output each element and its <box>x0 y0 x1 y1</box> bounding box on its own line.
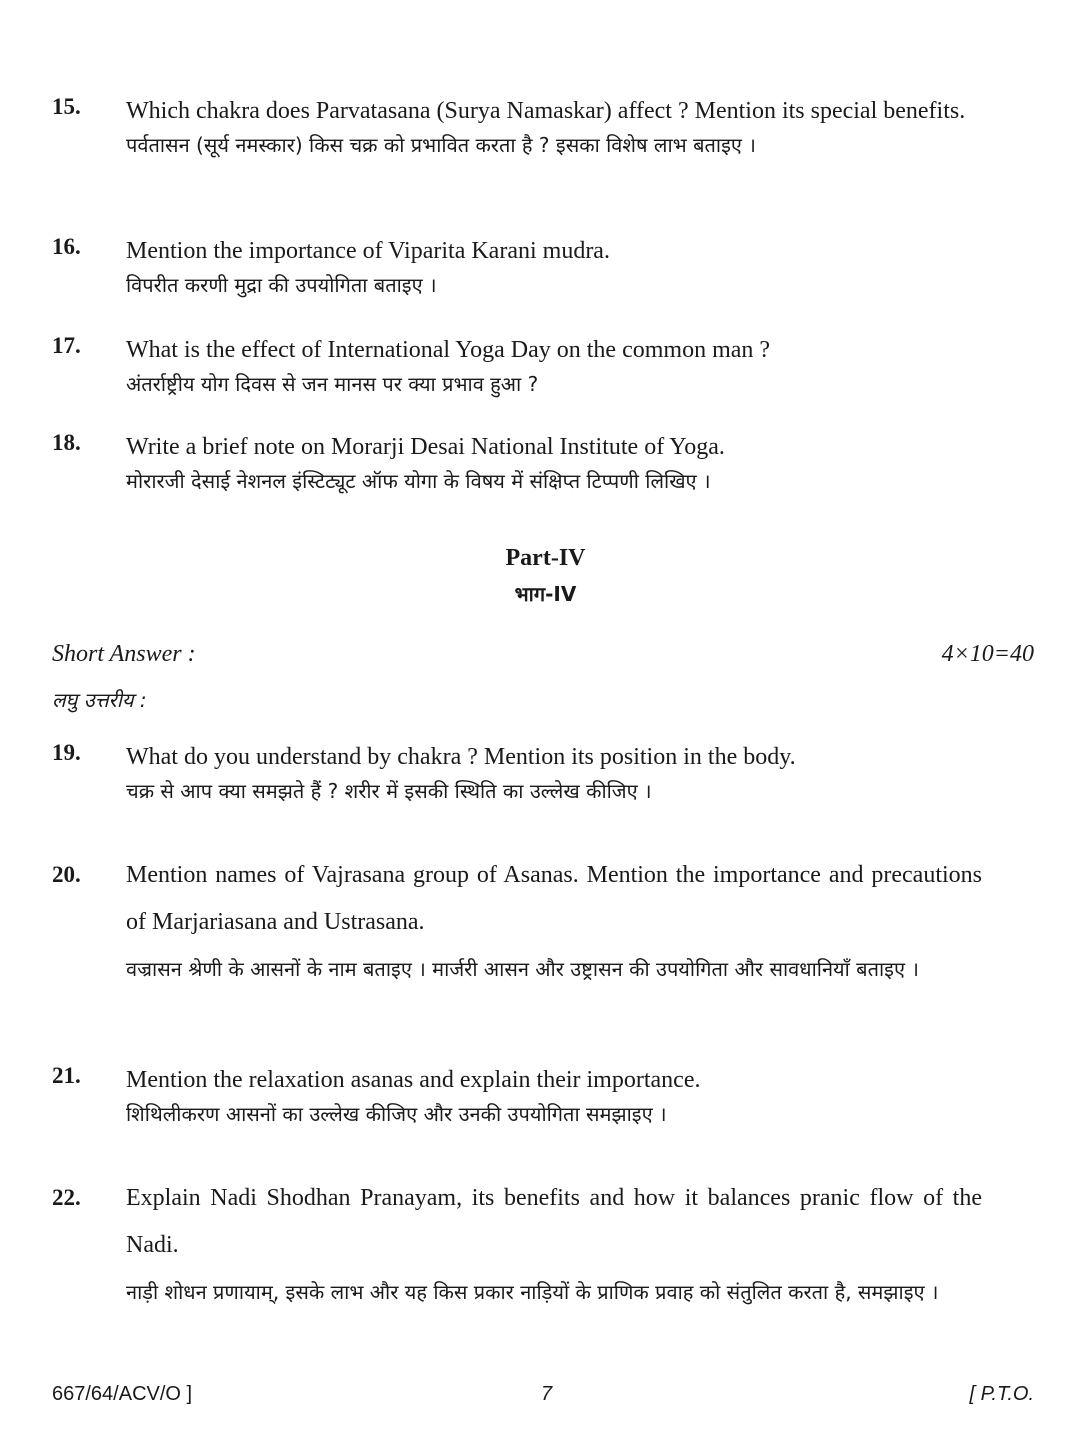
section-label-hindi: लघु उत्तरीय : <box>52 688 147 712</box>
question-text-hindi: मोरारजी देसाई नेशनल इंस्टिट्यूट ऑफ योगा के विषय में संक्षिप्त टिप्पणी लिखिए । <box>126 469 711 493</box>
question-text-english: Mention the importance of Viparita Karani mudra. <box>126 238 610 264</box>
part-title-hindi: भाग-IV <box>514 582 577 606</box>
question-text-english: Mention the relaxation asanas and explain their importance. <box>126 1067 701 1093</box>
question-text-hindi: पर्वतासन (सूर्य नमस्कार) किस चक्र को प्रभावित करता है ? इसका विशेष लाभ बताइए । <box>126 133 756 157</box>
question-number: 21. <box>52 1063 81 1088</box>
question-text-english: What do you understand by chakra ? Mention its position in the body. <box>126 744 796 770</box>
question-number: 22. <box>52 1185 81 1210</box>
question-text-hindi: शिथिलीकरण आसनों का उल्लेख कीजिए और उनकी उपयोगिता समझाइए । <box>126 1102 667 1126</box>
paper-code: 667/64/ACV/O ] <box>52 1383 193 1405</box>
question-text-english: Mention names of Vajrasana group of Asanas. Mention the importance and precautions of Marjariasana and Ustrasana. <box>126 862 982 935</box>
question-text-hindi: अंतर्राष्ट्रीय योग दिवस से जन मानस पर क्या प्रभाव हुआ ? <box>126 372 539 396</box>
section-label: Short Answer : <box>52 641 196 667</box>
question-18 <box>52 430 982 498</box>
question-19 <box>52 740 982 808</box>
question-number: 17. <box>52 333 81 358</box>
part-title: Part-IV <box>505 545 586 571</box>
question-number: 19. <box>52 740 81 765</box>
question-21 <box>52 1063 982 1131</box>
question-22 <box>52 1175 982 1316</box>
section-marks: 4×10=40 <box>941 641 1034 667</box>
question-16 <box>52 234 982 302</box>
pto-label: [ P.T.O. <box>969 1383 1034 1405</box>
question-number: 15. <box>52 94 81 119</box>
page-number: 7 <box>541 1383 553 1405</box>
question-text-hindi: वज्रासन श्रेणी के आसनों के नाम बताइए । मार्जरी आसन और उष्ट्रासन की उपयोगिता और सावधानियाँ बताइए । <box>126 957 919 981</box>
question-17 <box>52 333 982 401</box>
question-text-english: Which chakra does Parvatasana (Surya Namaskar) affect ? Mention its special benefits. <box>126 98 966 124</box>
question-text-english: Write a brief note on Morarji Desai National Institute of Yoga. <box>126 434 725 460</box>
question-text-hindi: नाड़ी शोधन प्रणायाम्, इसके लाभ और यह किस प्रकार नाड़ियों के प्राणिक प्रवाह को संतुलित करता है, समझाइए । <box>126 1280 939 1304</box>
question-text-english: What is the effect of International Yoga Day on the common man ? <box>126 337 771 363</box>
question-text-english: Explain Nadi Shodhan Pranayam, its benefits and how it balances pranic flow of the Nadi. <box>126 1185 982 1258</box>
question-number: 20. <box>52 862 81 887</box>
question-20 <box>52 852 982 993</box>
question-number: 18. <box>52 430 81 455</box>
question-15 <box>52 94 982 162</box>
question-text-hindi: चक्र से आप क्या समझते हैं ? शरीर में इसकी स्थिति का उल्लेख कीजिए । <box>126 779 652 803</box>
question-text-hindi: विपरीत करणी मुद्रा की उपयोगिता बताइए । <box>126 273 437 297</box>
question-number: 16. <box>52 234 81 259</box>
